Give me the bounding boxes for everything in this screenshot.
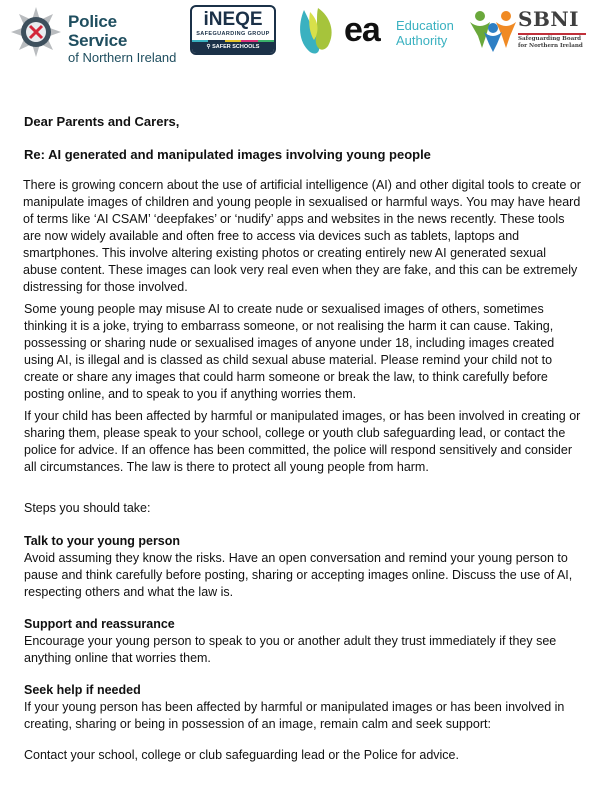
step-heading-support: Support and reassurance — [24, 617, 175, 631]
psni-star-badge-icon — [10, 6, 62, 58]
ea-line2: Authority — [396, 33, 448, 48]
sbni-divider — [518, 33, 586, 35]
ea-mark: ea — [344, 11, 380, 49]
ineqe-safer-schools: ⚲ SAFER SCHOOLS — [192, 42, 274, 53]
sbni-line1: Safeguarding Board — [518, 36, 582, 42]
subject-line: Re: AI generated and manipulated images involving young people — [24, 147, 431, 162]
psni-subtitle: of Northern Ireland — [68, 50, 177, 65]
ea-line1: Education — [396, 18, 454, 33]
step-body-seek-help: If your young person has been affected by harmful or manipulated images or has been involved in creating, sharing or being in possession of an image, remain calm and seek support: — [24, 700, 565, 731]
psni-title: Police Service — [68, 12, 128, 50]
step-body-talk: Avoid assuming they know the risks. Have an open conversation and remind your young person to pause and think carefully before posting, sharing or accepting images online. Discuss the use of AI, respecting others and what the law is. — [24, 551, 573, 599]
closing-line: Contact your school, college or club safeguarding lead or the Police for advice. — [24, 748, 459, 762]
paragraph-intro: There is growing concern about the use of artificial intelligence (AI) and other digital tools to create or manipulate images of children and young people in sexualised or harmful ways. You may have heard of terms like ‘AI CSAM’ ‘deepfakes’ or ‘nudify’ apps and websites in the news recently. These tools are now widely available and often free to access via devices such as tablets, laptops and smartphones. This involve altering existing photos or creating entirely new AI generated sexual abuse content. These images can look very real even when they are fake, and this can be extremely distressing for those involved. — [23, 178, 581, 294]
psni-logo — [8, 4, 178, 65]
sbni-logo — [470, 6, 595, 52]
step-body-support: Encourage your young person to speak to you or another adult they trust immediately if they see anything online that worries them. — [24, 634, 557, 665]
sbni-people-icon — [470, 8, 516, 52]
ineqe-title: iNEQE — [203, 9, 263, 30]
ineqe-logo — [190, 5, 276, 55]
sbni-title: SBNI — [518, 7, 579, 31]
greeting: Dear Parents and Carers, — [24, 114, 180, 129]
step-heading-talk: Talk to your young person — [24, 534, 181, 548]
steps-intro: Steps you should take: — [24, 501, 151, 515]
paragraph-affected: If your child has been affected by harmful or manipulated images, or has been involved in creating or sharing them, please speak to your school, college or youth club safeguarding lead, or contact the police for advice. If an offence has been committed, the police will respond sensitively and consider all circumstances. The law is there to protect all young people from harm. — [24, 409, 581, 474]
ineqe-subtitle: SAFEGUARDING GROUP — [196, 31, 270, 37]
logo-header — [0, 0, 600, 66]
ea-logo — [296, 6, 456, 56]
sbni-line2: for Northern Ireland — [518, 43, 583, 49]
paragraph-misuse: Some young people may misuse AI to create nude or sexualised images of others, sometimes thinking it is a joke, trying to embarrass someone, or not realising the harm it can cause. Taking, possessing or sharing nude or sexualised images of anyone under 18, including images created using AI, is illegal and is classed as child sexual abuse material. Please remind your child not to create or share any images that could harm someone or break the law, to think carefully before posting online, and to speak to you if anything worries them. — [24, 302, 555, 401]
step-heading-seek-help: Seek help if needed — [24, 683, 141, 697]
ea-leaf-icon — [296, 6, 342, 56]
